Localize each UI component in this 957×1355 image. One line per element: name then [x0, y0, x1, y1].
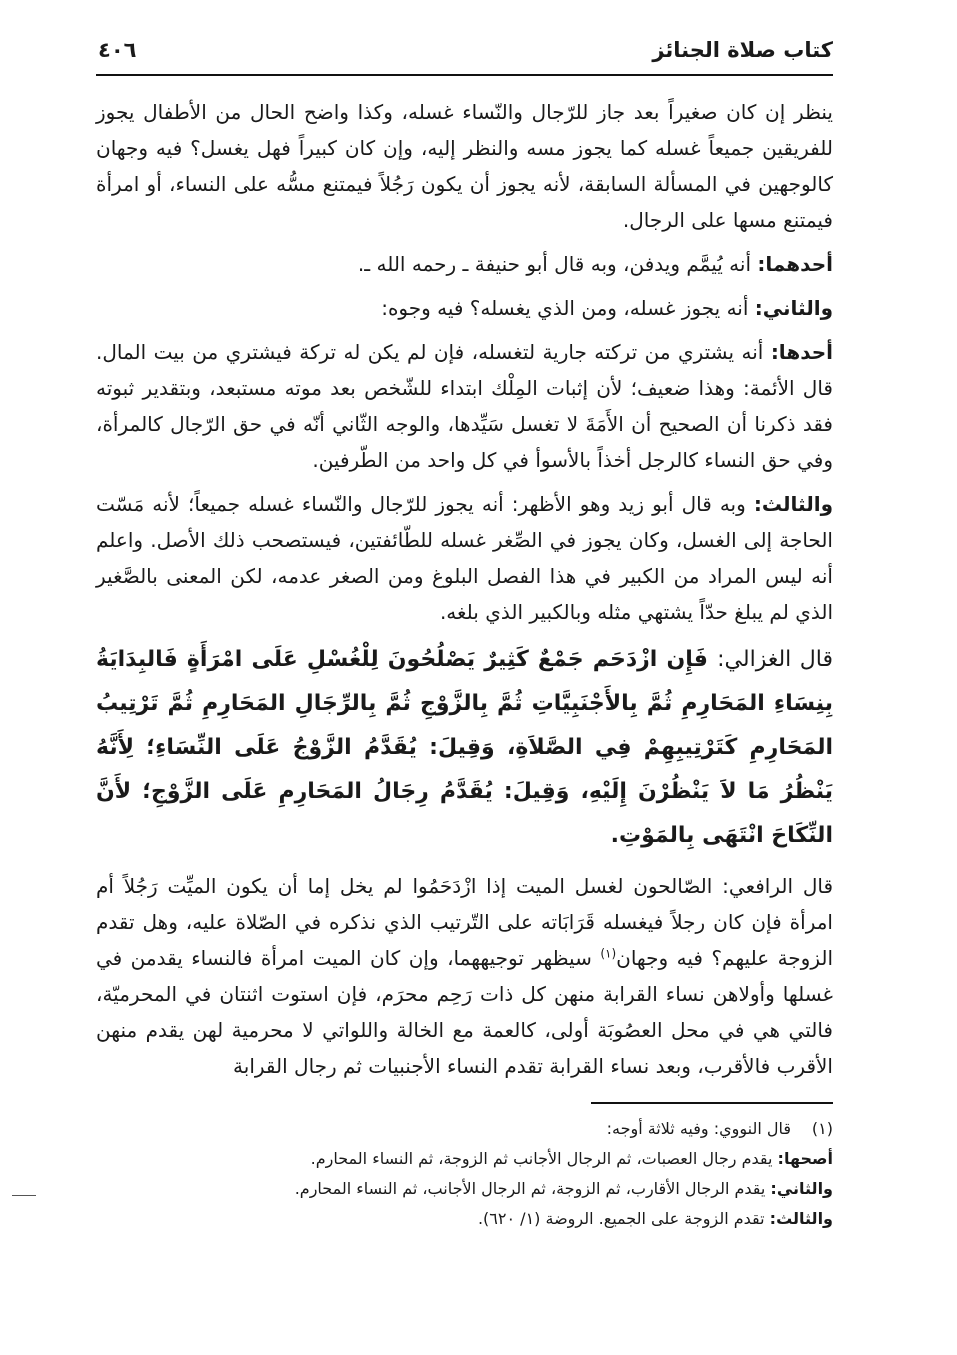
scan-margin-mark	[12, 1195, 36, 1196]
footnotes	[96, 1114, 833, 1234]
footnote-item-text: يقدم رجال العصبات، ثم الرجال الأجانب ثم الزوجة، ثم النساء المحارم.	[310, 1149, 773, 1168]
running-title: كتاب صلاة الجنائز	[652, 38, 833, 62]
paragraph	[96, 290, 833, 326]
paragraph-text: أنه يشتري من تركته جارية لتغسله، فإن لم يكن له تركة فيشتري من بيت المال. قال الأئمة: وهذا ضعيف؛ لأن إثبات المِلْك ابتداء للشّخص بعد موته مستبعد، وبتقدير ثبوته فقد ذكرنا أن الصحيح أن الأَمَةَ لا تغسل سَيِّدها، والوجه الثّاني أنّه في حق الرّجال كالمرأة، وفي حق النساء كالرجل أخذاً بالأسوأ في كل واحد من الطّرفين.	[96, 340, 833, 472]
footnote-item-lead: والثاني:	[770, 1179, 833, 1198]
paragraph	[96, 334, 833, 478]
paragraph-text: ينظر إن كان صغيراً بعد جاز للرّجال والنّساء غسله، وكذا واضح الحال من الأطفال يجوز للفريقين جميعاً غسله كما يجوز مسه والنظر إليه، وإن كان كبيراً فهل يغسل؟ فيه وجهان كالوجهين في المسألة السابقة، لأنه يجوز أن يكون رَجُلاً فيمتنع مسُّه على النساء، أو امرأة فيمتنع مسها على الرجال.	[96, 100, 833, 232]
paragraph-lead: والثاني:	[754, 296, 833, 320]
rafii-text-after: سيظهر توجيههما، وإن كان الميت امرأة فالنساء يقدمن في غسلها وأولاهن نساء القرابة منهن كل ذات رَحِم محرَم، فإن استوت اثنتان في المحرميّة، فالتي هي في محل العصُوبَة أولى، كالعمة مع الخالة واللواتي لا محرمية لهن يقدم منهن الأقرب فالأقرب، وبعد نساء القرابة تقدم النساء الأجنبيات ثم رجال القرابة	[96, 946, 833, 1078]
paragraph	[96, 486, 833, 630]
paragraph-text: أنه يُيمَّم ويدفن، وبه قال أبو حنيفة ـ رحمه الله ـ.	[357, 252, 752, 276]
ghazali-text: فَإِن ازْدَحَم جَمْعٌ كَثِيرٌ يَصْلُحُونَ لِلْغُسْلِ عَلَى امْرَأَةٍ فَالبِدَايَةُ بِنِسَاءِ المَحَارِمِ ثُمَّ بِالأَجْنَبِيَّاتِ ثُمَّ بِالزَّوْجِ ثُمَّ بِالرِّجَالِ المَحَارِمِ ثُمَّ تَرْتِيبُ المَحَارِمِ كَتَرْتِيبِهِمْ فِي الصَّلاَةِ، وَقِيلَ: يُقَدَّمُ الزَّوْجُ عَلَى النِّسَاءِ؛ لِأَنَّهُ يَنْظُرُ مَا لاَ يَنْظُرْنَ إِلَيْهِ، وَقِيلَ: يُقَدَّمُ رِجَالُ المَحَارِمِ عَلَى الزَّوْجِ؛ لأَنَّ النِّكَاحَ انْتَهَى بِالمَوْتِ.	[96, 647, 833, 848]
footnote-divider	[591, 1102, 833, 1104]
paragraph-lead: أحدهما:	[757, 252, 833, 276]
book-page	[96, 36, 833, 1335]
main-text	[96, 94, 833, 1084]
paragraph-lead: والثالث:	[753, 492, 833, 516]
rafii-paragraph	[96, 868, 833, 1084]
footnote-item	[96, 1144, 833, 1174]
paragraph-text: أنه يجوز غسله، ومن الذي يغسله؟ فيه وجوه:	[381, 296, 749, 320]
footnote-item-text: تقدم الزوجة على الجميع. الروضة (١/ ٦٢٠).	[477, 1209, 765, 1228]
footnote-intro-line	[96, 1114, 833, 1144]
page-number: ٤٠٦	[98, 38, 137, 62]
footnote-marker: (١)	[811, 1119, 833, 1138]
footnote-intro: قال النووي: وفيه ثلاثة أوجه:	[606, 1119, 791, 1138]
footnote-item-text: يقدم الرجال الأقارب، ثم الزوجة، ثم الرجال الأجانب، ثم النساء المحارم.	[294, 1179, 766, 1198]
footnote-item	[96, 1174, 833, 1204]
footnote-item-lead: أصحها:	[777, 1149, 833, 1168]
paragraph-text: وبه قال أبو زيد وهو الأظهر: أنه يجوز للرّجال والنّساء غسله جميعاً؛ لأنه مَسّت الحاجة إلى الغسل، وكان يجوز في الصِّغر غسله للطّائفتين، فيستصحب ذلك الأصل. واعلم أنه ليس المراد من الكبير في هذا الفصل البلوغ ومن الصغر عدمه، لكن المعنى بالصَّغير الذي لم يبلغ حدّاً يشتهي مثله وبالكبير الذي بلغه.	[96, 492, 833, 624]
rafii-text-before: الصّالحون لغسل الميت إذا ازْدَحَمُوا لم يخل إما أن يكون الميِّت رَجُلاً أم امرأة فإن كان رجلاً فيغسله قَرَابَاته على التّرتيب الذي نذكره في الصّلاة عليه، وهل تقدم الزوجة عليهم؟ فيه وجهان	[96, 874, 834, 970]
footnote-item	[96, 1204, 833, 1234]
footnote-item-lead: والثالث:	[769, 1209, 833, 1228]
page-header	[96, 36, 833, 76]
rafii-intro: قال الرافعي:	[722, 874, 834, 898]
footnote-reference[interactable]: (١)	[600, 946, 617, 961]
ghazali-quote	[96, 638, 833, 858]
paragraph	[96, 246, 833, 282]
ghazali-intro: قال الغزالي:	[717, 647, 833, 672]
paragraph	[96, 94, 833, 238]
paragraph-lead: أحدها:	[770, 340, 834, 364]
